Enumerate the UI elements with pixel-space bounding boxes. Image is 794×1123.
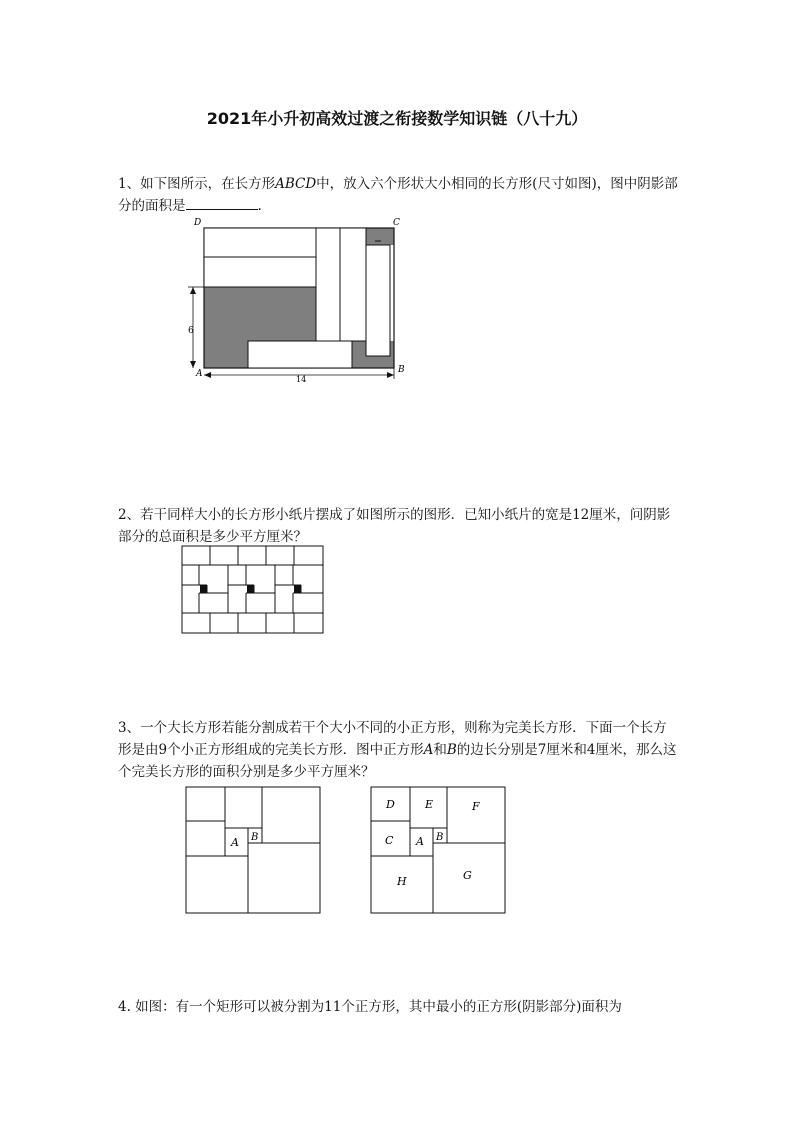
q1-rect-h1 [204, 228, 316, 257]
question-2-text: 2、若干同样大小的长方形小纸片摆成了如图所示的图形．已知小纸片的宽是12厘米，问阴影部分的总面积是多少平方厘米？ [118, 507, 671, 545]
q3-text-b: 和 [433, 742, 447, 758]
q3-right-label-D: D [386, 798, 395, 811]
q1-arrow-up [190, 287, 196, 294]
q1-arrow-left [204, 372, 211, 378]
q1-label-height: 6 [188, 326, 194, 336]
q2-unit [275, 565, 323, 613]
q3-left-label-A: A [231, 836, 239, 849]
q3-figure-right [370, 786, 508, 916]
q2-unit [228, 565, 275, 613]
q1-label-C: C [393, 218, 400, 228]
question-4-text: 4. 如图：有一个矩形可以被分割为11个正方形，其中最小的正方形(阴影部分)面积为 [118, 999, 622, 1015]
q3-right-label-B: B [436, 832, 444, 843]
q1-arrow-right [387, 372, 394, 378]
q1-rect-h3 [248, 341, 352, 368]
q3-right-label-C: C [385, 834, 394, 847]
q2-shaded-square [200, 585, 207, 593]
question-3-text [118, 717, 678, 783]
q3-text-c: 的边长分别是7厘米和4厘米，那么这个完美长方形的面积分别是多少平方厘米？ [118, 742, 677, 780]
q3-text-a: 3、一个大长方形若能分割成若干个大小不同的小正方形，则称为完美长方形．下面一个长方形是由9个小正方形组成的完美长方形．图中正方形 [118, 720, 667, 758]
q1-label-D: D [194, 218, 202, 228]
answer-blank[interactable] [186, 195, 258, 210]
q3-b: B [446, 742, 457, 758]
q2-figure [181, 545, 326, 635]
q1-text-b: 中，放入六个形状大小相同的长方形(尺寸如图)，图中阴影部分的面积是 [118, 176, 678, 214]
q3-right-label-G: G [463, 869, 472, 882]
q1-label-width: 14 [296, 375, 307, 384]
q3-figure-left [185, 786, 323, 916]
q1-rect-h2 [204, 257, 316, 287]
question-1-text [118, 173, 678, 217]
q1-rect-v3 [366, 245, 390, 356]
q1-label-A: A [196, 369, 203, 379]
q1-label-B: B [398, 365, 405, 375]
q3-right-label-A: A [416, 835, 424, 848]
q3-right-label-F: F [472, 800, 480, 813]
q3-a: A [423, 742, 434, 758]
q2-shaded-square [247, 585, 254, 593]
q2-unit [182, 565, 228, 613]
q1-text-a: 1、如下图所示，在长方形 [118, 176, 276, 192]
q1-rect-v1 [316, 228, 340, 341]
q1-arrow-down [190, 361, 196, 368]
q1-rect-v2 [340, 228, 366, 341]
page-title: 2021年小升初高效过渡之衔接数学知识链（八十九） [206, 109, 588, 128]
q1-shaded-top-right [366, 228, 394, 245]
q1-abcd: ABCD [275, 176, 317, 192]
q1-text-end: . [257, 198, 262, 214]
q3-right-label-H: H [397, 875, 407, 888]
q2-shaded-square [294, 585, 301, 593]
q3-left-label-B: B [251, 832, 259, 843]
q1-figure [185, 215, 415, 390]
q3-right-label-E: E [425, 798, 434, 811]
